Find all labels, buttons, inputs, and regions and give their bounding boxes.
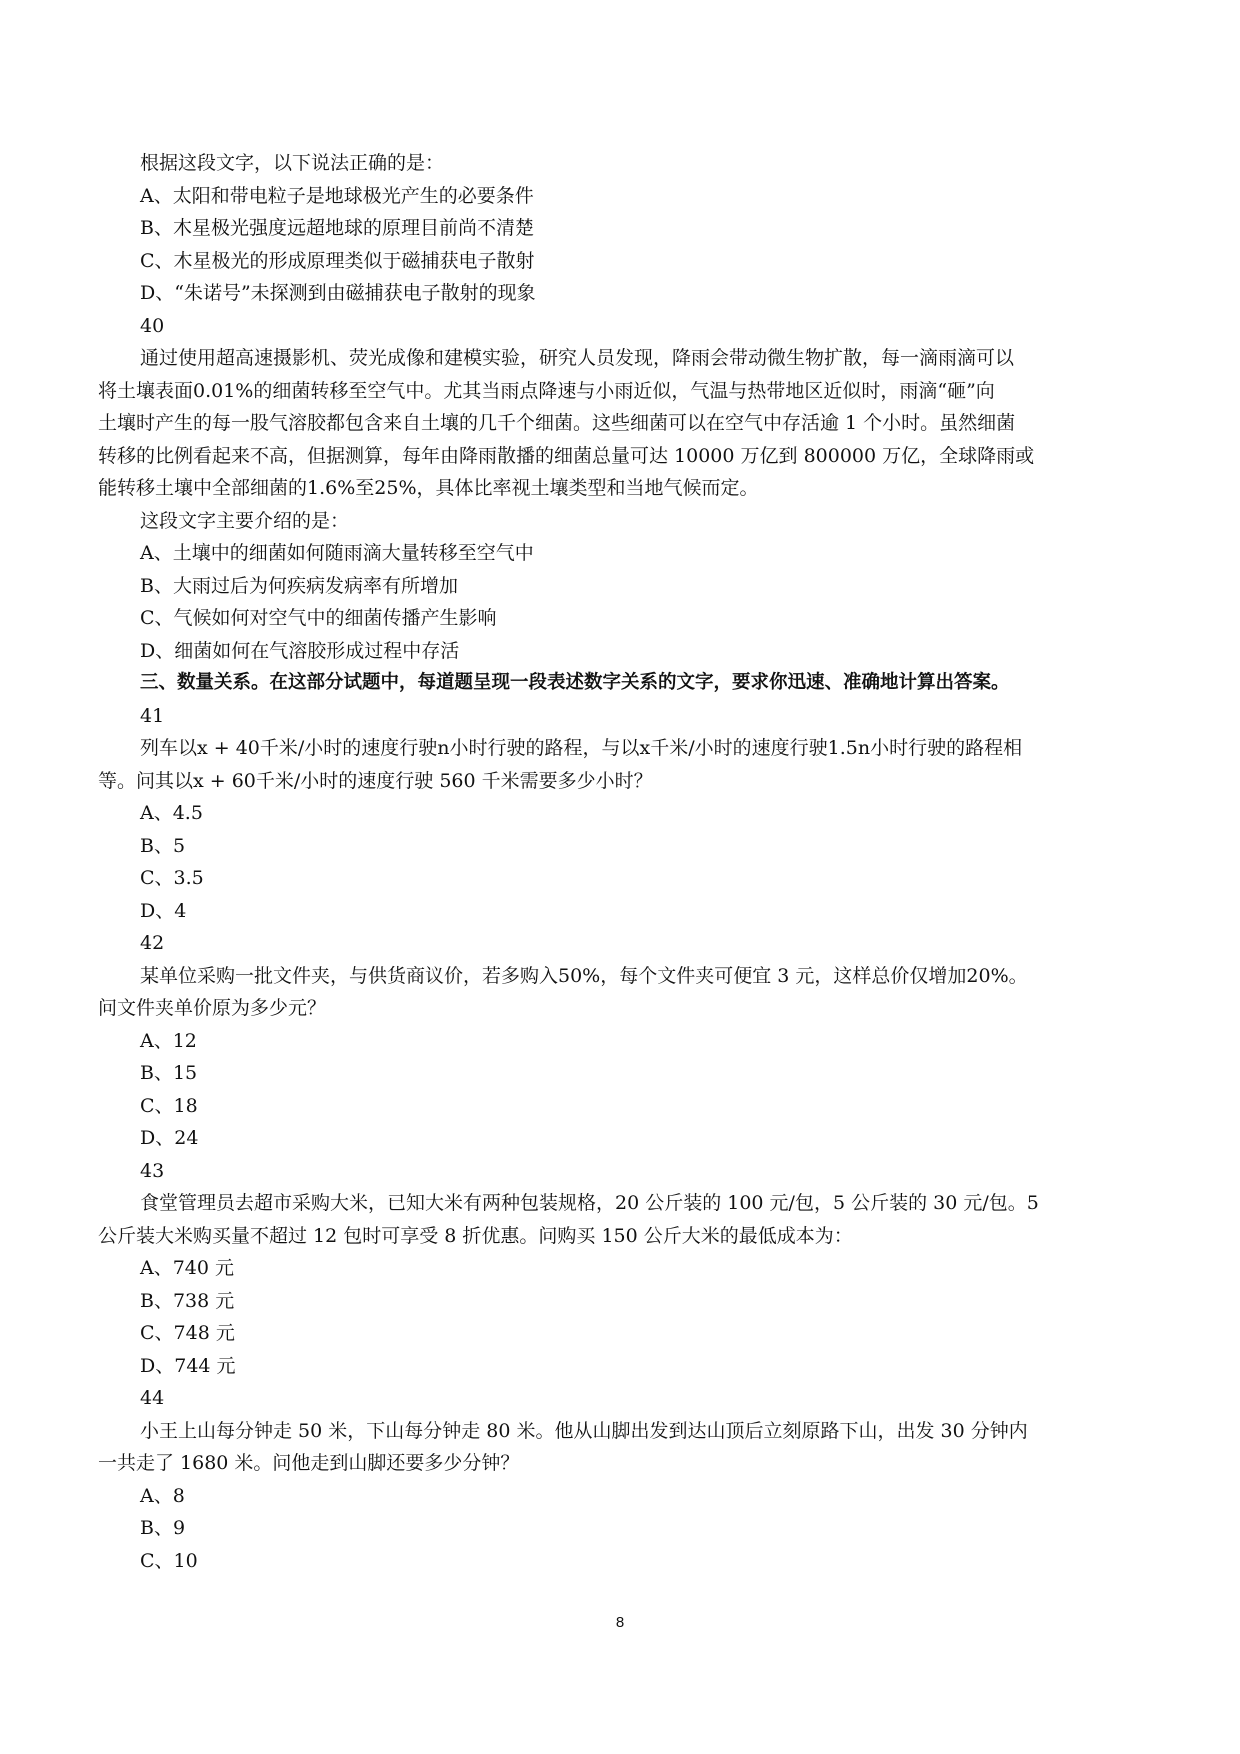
page-content xyxy=(98,147,1146,1577)
question-40-passage-line-3: 土壤时产生的每一股气溶胶都包含来自土壤的几千个细菌。这些细菌可以在空气中存活逾 1 个小时。虽然细菌 xyxy=(98,412,1016,434)
question-39-option-d: D、“朱诺号”未探测到由磁捕获电子散射的现象 xyxy=(140,282,536,304)
question-41-stem-line-2: 等。问其以x + 60千米/小时的速度行驶 560 千米需要多少小时？ xyxy=(98,769,653,792)
question-43-option-a: A、740 元 xyxy=(140,1257,235,1279)
question-40-number: 40 xyxy=(140,314,165,337)
question-40-passage-line-2: 将土壤表面0.01%的细菌转移至空气中。尤其当雨点降速与小雨近似，气温与热带地区近似时，雨滴“砸”向 xyxy=(98,379,995,402)
question-40-stem: 这段文字主要介绍的是： xyxy=(140,509,350,532)
question-42-stem-line-2: 问文件夹单价原为多少元？ xyxy=(98,997,327,1019)
question-44-option-a: A、8 xyxy=(140,1484,185,1507)
question-41-option-c: C、3.5 xyxy=(140,867,204,889)
question-43-stem-line-1: 食堂管理员去超市采购大米，已知大米有两种包装规格，20 公斤装的 100 元/包，5 公斤装的 30 元/包。5 xyxy=(140,1192,1039,1214)
question-42-option-c: C、18 xyxy=(140,1094,198,1117)
question-40-option-b: B、大雨过后为何疾病发病率有所增加 xyxy=(140,574,458,597)
question-42-option-a: A、12 xyxy=(140,1029,197,1052)
question-39-stem: 根据这段文字，以下说法正确的是： xyxy=(140,152,445,174)
question-40-option-a: A、土壤中的细菌如何随雨滴大量转移至空气中 xyxy=(140,542,534,564)
question-43-option-d: D、744 元 xyxy=(140,1354,236,1377)
question-40-passage-line-1: 通过使用超高速摄影机、荧光成像和建模实验，研究人员发现，降雨会带动微生物扩散，每一滴雨滴可以 xyxy=(140,347,1015,369)
question-39-option-c: C、木星极光的形成原理类似于磁捕获电子散射 xyxy=(140,249,535,272)
question-43-stem-line-2: 公斤装大米购买量不超过 12 包时可享受 8 折优惠。问购买 150 公斤大米的最低成本为： xyxy=(98,1224,853,1247)
question-41-number: 41 xyxy=(140,704,165,727)
question-40-option-d: D、细菌如何在气溶胶形成过程中存活 xyxy=(140,639,460,662)
question-40-passage-line-5: 能转移土壤中全部细菌的1.6%至25%，具体比率视土壤类型和当地气候而定。 xyxy=(98,477,759,499)
question-44-number: 44 xyxy=(140,1387,165,1409)
question-40-passage-line-4: 转移的比例看起来不高，但据测算，每年由降雨散播的细菌总量可达 10000 万亿到 800000 万亿，全球降雨或 xyxy=(98,444,1035,467)
question-44-stem-line-1: 小王上山每分钟走 50 米，下山每分钟走 80 米。他从山脚出发到达山顶后立刻原路下山，出发 30 分钟内 xyxy=(140,1419,1028,1442)
question-42-stem-line-1: 某单位采购一批文件夹，与供货商议价，若多购入50%，每个文件夹可便宜 3 元，这样总价仅增加20%。 xyxy=(140,964,1028,987)
question-44-stem-line-2: 一共走了 1680 米。问他走到山脚还要多少分钟？ xyxy=(98,1452,520,1474)
question-42-option-b: B、15 xyxy=(140,1062,198,1084)
question-39-option-b: B、木星极光强度远超地球的原理目前尚不清楚 xyxy=(140,217,534,239)
question-43-number: 43 xyxy=(140,1159,165,1182)
question-42-option-d: D、24 xyxy=(140,1127,199,1149)
question-41-option-b: B、5 xyxy=(140,834,186,857)
question-44-option-c: C、10 xyxy=(140,1549,198,1572)
question-43-option-b: B、738 元 xyxy=(140,1289,235,1312)
question-42-number: 42 xyxy=(140,932,165,954)
question-39-option-a: A、太阳和带电粒子是地球极光产生的必要条件 xyxy=(140,184,534,207)
page-number: 8 xyxy=(615,1614,625,1631)
question-41-option-a: A、4.5 xyxy=(140,802,203,824)
question-44-option-b: B、9 xyxy=(140,1517,186,1539)
question-41-option-d: D、4 xyxy=(140,899,187,922)
question-40-option-c: C、气候如何对空气中的细菌传播产生影响 xyxy=(140,607,497,629)
section-3-heading: 三、数量关系。在这部分试题中，每道题呈现一段表述数字关系的文字，要求你迅速、准确地计算出答案。 xyxy=(140,672,1010,693)
question-41-stem-line-1: 列车以x + 40千米/小时的速度行驶n小时行驶的路程，与以x千米/小时的速度行驶1.5n小时行驶的路程相 xyxy=(140,737,1023,759)
question-43-option-c: C、748 元 xyxy=(140,1322,235,1344)
